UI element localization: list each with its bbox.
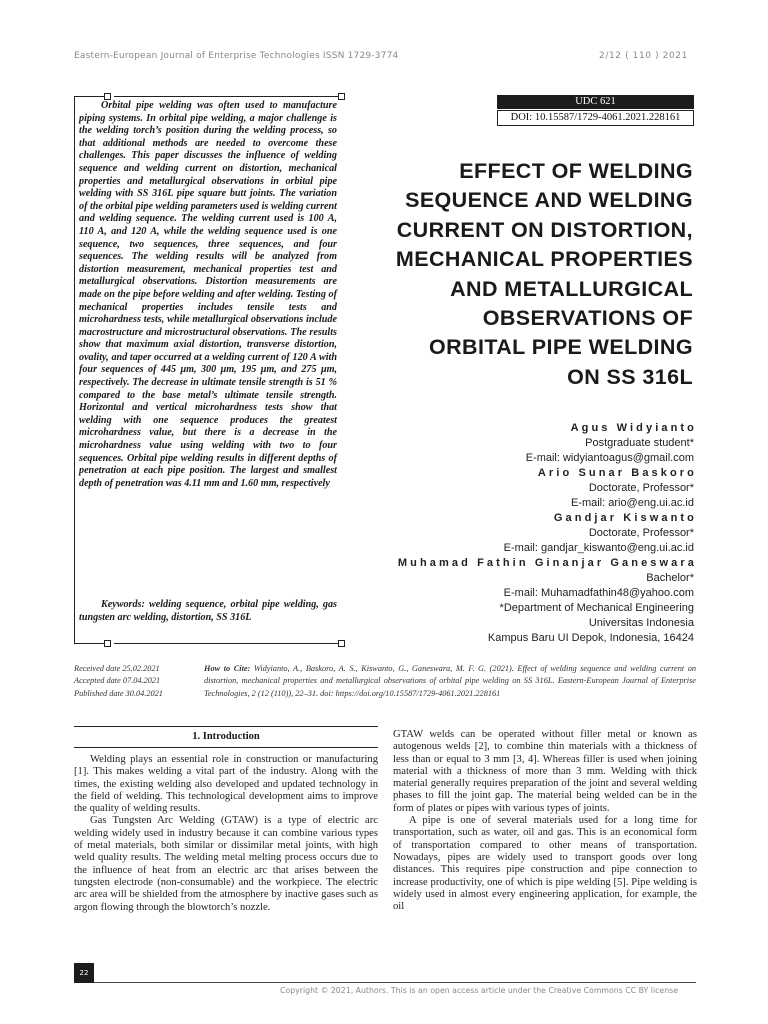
author-role: Doctorate, Professor* [588,482,694,494]
title-line: EFFECT OF WELDING [459,159,693,183]
title-line: OBSERVATIONS OF [482,306,693,331]
affiliation-line: Kampus Baru UI Depok, Indonesia, 16424 [487,632,694,644]
how-to-cite [204,663,696,700]
author-email[interactable]: E-mail: ario@eng.ui.ac.id [570,497,694,509]
title-line: ORBITAL PIPE WELDING [428,335,693,360]
author-role: Postgraduate student* [585,437,694,449]
author-email[interactable]: E-mail: Muhamadfathin48@yahoo.com [503,587,694,599]
affiliation-line: *Department of Mechanical Engineering [499,602,694,614]
article-dates [74,663,163,700]
abstract-text: Orbital pipe welding was often used to manufacture piping systems. In orbital pipe welding, a major challenge is the welding torch’s position during the welding process, so that additional methods are needed to overcome these challenges. This paper discusses the influence of welding sequence and welding current on distortion, mechanical properties and metallurgical observations in orbital pipe welding with SS 316L pipe square butt joints. The variation of the orbital pipe welding parameters used is welding current and welding sequence. The welding current used is 100 A, 110 A, and 120 A, while the welding sequence used is one sequence, two sequences, three sequences, and four sequences. The welding results will be analyzed from distortion measurement, mechanical properties test and metallurgical observations. Distortion measurements are made on the pipe before welding and after welding. Testing of mechanical properties includes tensile tests and microhardness tests, while metallurgical observations include macrostructure and microstructural observations. The results show that maximum axial distortion, transverse distortion, ovality, and taper occurred at a welding current of 120 A with four sequences of 445 μm, 300 μm, 195 μm, and 275 μm, respectively. The decrease in ultimate tensile strength is 51 % compared to the base metal’s ultimate tensile strength. Horizontal and vertical microhardness tests show that welding with one sequence produces the greatest microhardness value, but there is a decrease in the microhardness value using welding with two to four sequences. Orbital pipe welding results in different depths of penetration at each pipe position. The largest and smallest depth of penetration was 4.11 mm and 1.60 mm, respectively [79,100,337,489]
cite-label: How to Cite: [204,664,251,673]
author-email[interactable]: E-mail: gandjar_kiswanto@eng.ui.ac.id [503,542,694,554]
cite-text[interactable]: Widyianto, A., Baskoro, A. S., Kiswanto, G., Ganeswara, M. F. G. (2021). Effect of welding sequence and welding current on distortion, mechanical properties and metallurgical observations of orbital pipe welding on SS 316L. Eastern-European Journal of Enterprise Technologies, 2 (12 (110)), 22–31. doi: https://doi.org/10.15587/1729-4061.2021.228161 [204,664,697,698]
body-column-left [74,754,378,914]
frame-corner-marker [104,640,111,647]
copyright-notice: Copyright © 2021, Authors. This is an open access article under the Creative Commons CC BY license [280,986,679,995]
body-paragraph: GTAW welds can be operated without filler metal or known as autogenous welds [2], to combine thin materials with a thickness of less than or equal to 3 mm [3, 4]. Whereas filler is used when joining material with a thickness of more than 3 mm. Welding with thick material generally requires preparation of the joint and several welding phases to fill the joint gap. The material being welded can be in the form of plates or pipes with various types of joints. [393,729,697,814]
page-number: 22 [74,963,94,983]
received-date: Received date 25.02.2021 [74,664,160,673]
footer-rule [94,982,696,983]
author-name: Gandjar Kiswanto [553,512,697,524]
frame-corner-marker [338,93,345,100]
author-list [340,421,697,646]
title-line: SEQUENCE AND WELDING [405,188,693,213]
author-role: Bachelor* [646,572,694,584]
affiliation-line: Universitas Indonesia [588,617,694,629]
author-name: Muhamad Fathin Ginanjar Ganeswara [397,557,697,569]
author-name: Ario Sunar Baskoro [537,467,697,479]
doi-label[interactable]: DOI: 10.15587/1729-4061.2021.228161 [497,110,694,126]
title-line: MECHANICAL PROPERTIES [395,247,693,272]
body-column-right [393,729,697,913]
accepted-date: Accepted date 07.04.2021 [74,676,161,686]
section-heading: 1. Introduction [74,726,378,748]
title-line: AND METALLURGICAL [450,276,693,301]
title-line: ON SS 316L [567,364,693,389]
title-line: CURRENT ON DISTORTION, [396,217,693,242]
author-email[interactable]: E-mail: widyiantoagus@gmail.com [525,452,694,464]
frame-corner-marker [104,93,111,100]
author-name: Agus Widyianto [570,422,697,434]
author-role: Doctorate, Professor* [588,527,694,539]
body-paragraph: Welding plays an essential role in construction or manufacturing [1]. This makes welding a vital part of the industry. Along with the times, the existing welding also developed and updated technology in the field of welding. This technological development aims to improve the quality of welding results. [74,754,378,815]
journal-header: Eastern-European Journal of Enterprise Technologies ISSN 1729-3774 [74,51,399,61]
udc-label: UDC 621 [497,95,694,109]
published-date: Published date 30.04.2021 [74,688,163,698]
body-paragraph: A pipe is one of several materials used for a long time for transportation, such as water, oil and gas. This is an economical form of transportation compared to other means of transportation. Nowadays, pipes are widely used to transport goods over long distances. This requires pipe construction and pipe connection to increase productivity, one of which is pipe welding [5]. Pipe welding is widely used in almost every engineering application, for example, the oil [393,815,697,913]
issue-number: 2/12 ( 110 ) 2021 [599,51,688,61]
udc-doi-block [497,95,694,126]
article-title [345,157,693,392]
keywords: Keywords: welding sequence, orbital pipe welding, gas tungsten arc welding, distortion, SS 316L [79,599,337,623]
body-paragraph: Gas Tungsten Arc Welding (GTAW) is a type of electric arc welding widely used in industry because it can combine various types of metal materials, both similar or dissimilar metal joints, with high weld quality results. The welding metal melting process occurs due to the influence of heat from an electric arc that arises between the tungsten electrode (non-consumable) and the workpiece. The electric arc area will be shielded from the atmosphere by inactive gases such as argon flowing through the blowtorch’s nozzle. [74,815,378,913]
